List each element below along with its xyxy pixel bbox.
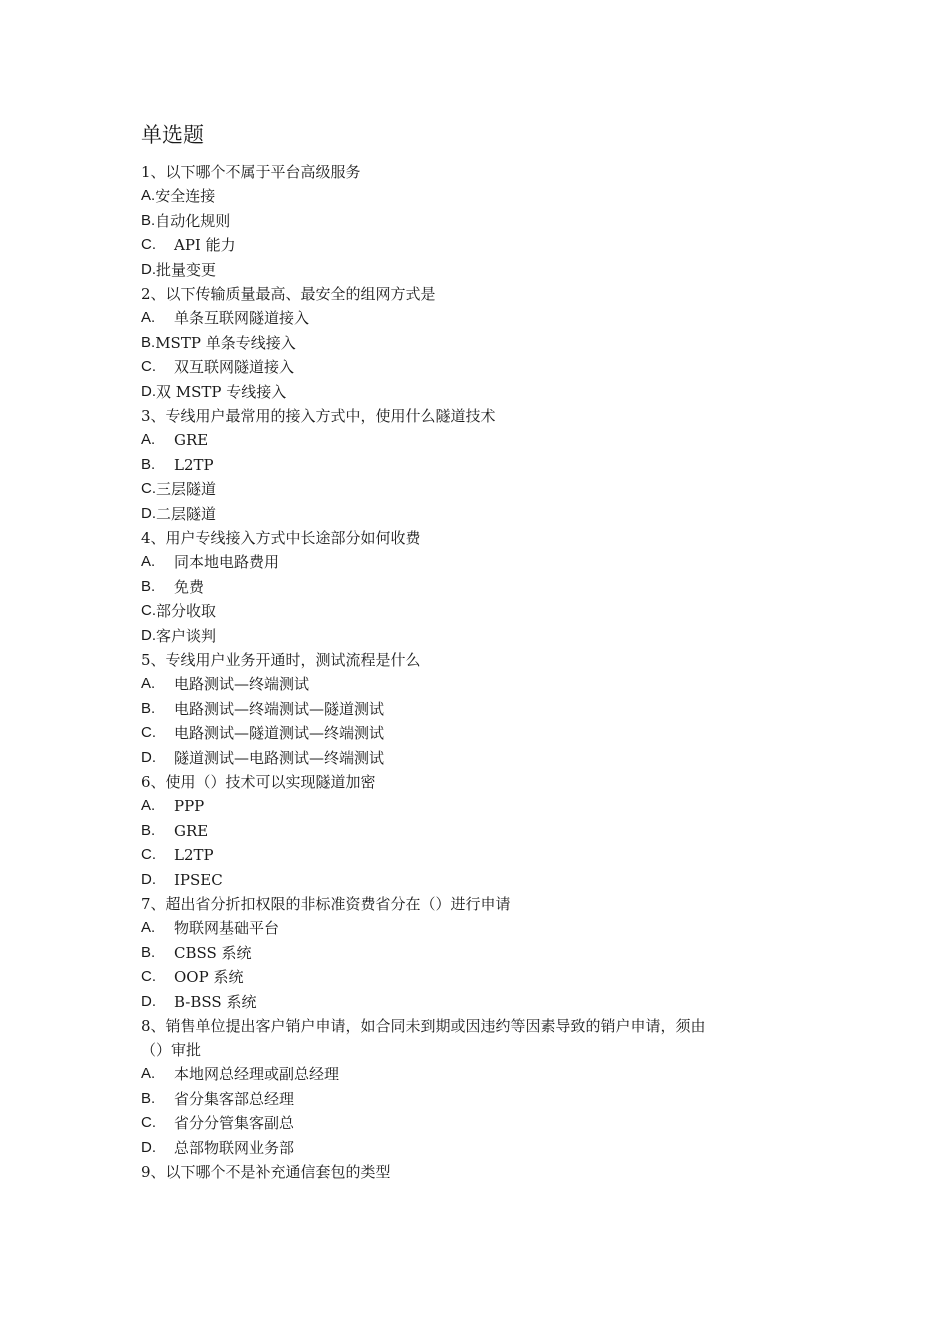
option-letter: C. [141, 358, 156, 375]
option-b [141, 697, 801, 722]
option-d [141, 746, 801, 771]
question-text: 3、专线用户最常用的接入方式中，使用什么隧道技术 [141, 407, 496, 425]
option-text: 自动化规则 [155, 211, 231, 230]
option-c [141, 233, 801, 258]
option-text: 物联网基础平台 [174, 919, 280, 937]
question-text: 7、超出省分折扣权限的非标准资费省分在（）进行申请 [141, 895, 511, 913]
option-letter: D. [141, 748, 156, 766]
option-b [141, 941, 801, 966]
option-letter: B. [141, 699, 156, 717]
option-text: 双 MSTP 专线接入 [156, 382, 287, 401]
option-text: GRE [174, 821, 209, 840]
option-letter: A. [141, 309, 156, 326]
option-letter: C. [141, 846, 156, 863]
option-text: 免费 [174, 577, 205, 596]
question-text: 2、以下传输质量最高、最安全的组网方式是 [141, 285, 436, 303]
option-text: L2TP [174, 846, 214, 864]
option-letter: C. [141, 1114, 156, 1131]
question-7 [141, 892, 801, 1014]
option-b [141, 331, 801, 356]
option-letter: C. [141, 480, 156, 497]
option-letter: A. [141, 431, 156, 448]
option-b [141, 453, 801, 478]
option-a [141, 184, 801, 209]
option-text: OOP 系统 [174, 968, 244, 986]
question-5 [141, 648, 801, 770]
option-letter: B. [141, 333, 156, 351]
option-text: API 能力 [174, 236, 236, 254]
document-page [141, 120, 801, 1184]
option-text: 电路测试—隧道测试—终端测试 [174, 724, 385, 742]
option-text: GRE [174, 431, 209, 449]
option-text: 二层隧道 [156, 504, 217, 523]
option-a [141, 916, 801, 941]
option-letter: C. [141, 602, 156, 619]
option-c [141, 599, 801, 624]
option-d [141, 1136, 801, 1161]
option-letter: A. [141, 919, 156, 936]
option-b [141, 575, 801, 600]
option-text: 省分分管集客副总 [174, 1114, 295, 1132]
option-b [141, 1087, 801, 1112]
option-a [141, 428, 801, 453]
option-text: 电路测试—终端测试 [174, 675, 310, 693]
option-c [141, 1111, 801, 1136]
option-text: 省分集客部总经理 [174, 1089, 295, 1108]
question-text: 5、专线用户业务开通时，测试流程是什么 [141, 651, 421, 669]
option-letter: D. [141, 626, 156, 644]
question-text: 1、以下哪个不属于平台高级服务 [141, 163, 361, 181]
option-text: L2TP [174, 455, 214, 474]
option-letter: D. [141, 382, 156, 400]
option-letter: B. [141, 1089, 156, 1107]
option-d [141, 990, 801, 1015]
option-c [141, 355, 801, 380]
option-text: CBSS 系统 [174, 943, 252, 962]
question-text: 6、使用（）技术可以实现隧道加密 [141, 773, 376, 791]
option-text: 总部物联网业务部 [174, 1138, 295, 1157]
option-letter: B. [141, 455, 156, 473]
option-text: 批量变更 [156, 260, 217, 279]
option-letter: C. [141, 724, 156, 741]
option-a [141, 1062, 801, 1087]
option-text: 电路测试—终端测试—隧道测试 [174, 699, 385, 718]
question-9 [141, 1160, 801, 1184]
option-a [141, 550, 801, 575]
option-a [141, 306, 801, 331]
option-d [141, 868, 801, 893]
option-letter: A. [141, 1065, 156, 1082]
question-2 [141, 282, 801, 404]
option-c [141, 477, 801, 502]
question-text-continued: （）审批 [141, 1041, 202, 1059]
option-a [141, 672, 801, 697]
option-d [141, 258, 801, 283]
option-c [141, 721, 801, 746]
question-list [141, 160, 801, 1184]
question-6 [141, 770, 801, 892]
option-letter: B. [141, 821, 156, 839]
question-text: 8、销售单位提出客户销户申请，如合同未到期或因违约等因素导致的销户申请，须由 [141, 1017, 706, 1035]
question-1 [141, 160, 801, 282]
option-c [141, 965, 801, 990]
option-b [141, 819, 801, 844]
option-letter: B. [141, 577, 156, 595]
question-text: 9、以下哪个不是补充通信套包的类型 [141, 1163, 391, 1181]
option-text: 同本地电路费用 [174, 553, 280, 571]
option-b [141, 209, 801, 234]
question-8 [141, 1014, 801, 1160]
option-d [141, 624, 801, 649]
option-c [141, 843, 801, 868]
option-text: PPP [174, 797, 205, 815]
option-letter: D. [141, 1138, 156, 1156]
option-text: 部分收取 [156, 602, 217, 620]
option-letter: C. [141, 968, 156, 985]
option-letter: D. [141, 260, 156, 278]
option-a [141, 794, 801, 819]
option-text: B-BSS 系统 [174, 992, 257, 1011]
question-4 [141, 526, 801, 648]
option-d [141, 502, 801, 527]
option-text: 客户谈判 [156, 626, 217, 645]
section-title: 单选题 [141, 123, 204, 147]
question-3 [141, 404, 801, 526]
option-letter: D. [141, 870, 156, 888]
question-text: 4、用户专线接入方式中长途部分如何收费 [141, 529, 421, 547]
option-text: 双互联网隧道接入 [174, 358, 295, 376]
option-letter: A. [141, 675, 156, 692]
option-letter: B. [141, 211, 156, 229]
option-letter: B. [141, 943, 156, 961]
option-letter: D. [141, 504, 156, 522]
option-text: 三层隧道 [156, 480, 217, 498]
option-letter: A. [141, 187, 156, 204]
option-letter: A. [141, 553, 156, 570]
option-text: 本地网总经理或副总经理 [174, 1065, 340, 1083]
option-text: MSTP 单条专线接入 [155, 333, 296, 352]
option-text: 隧道测试—电路测试—终端测试 [174, 748, 385, 767]
option-text: IPSEC [174, 870, 223, 889]
option-letter: C. [141, 236, 156, 253]
option-letter: A. [141, 797, 156, 814]
option-text: 安全连接 [155, 187, 216, 205]
option-text: 单条互联网隧道接入 [174, 309, 310, 327]
option-d [141, 380, 801, 405]
option-letter: D. [141, 992, 156, 1010]
